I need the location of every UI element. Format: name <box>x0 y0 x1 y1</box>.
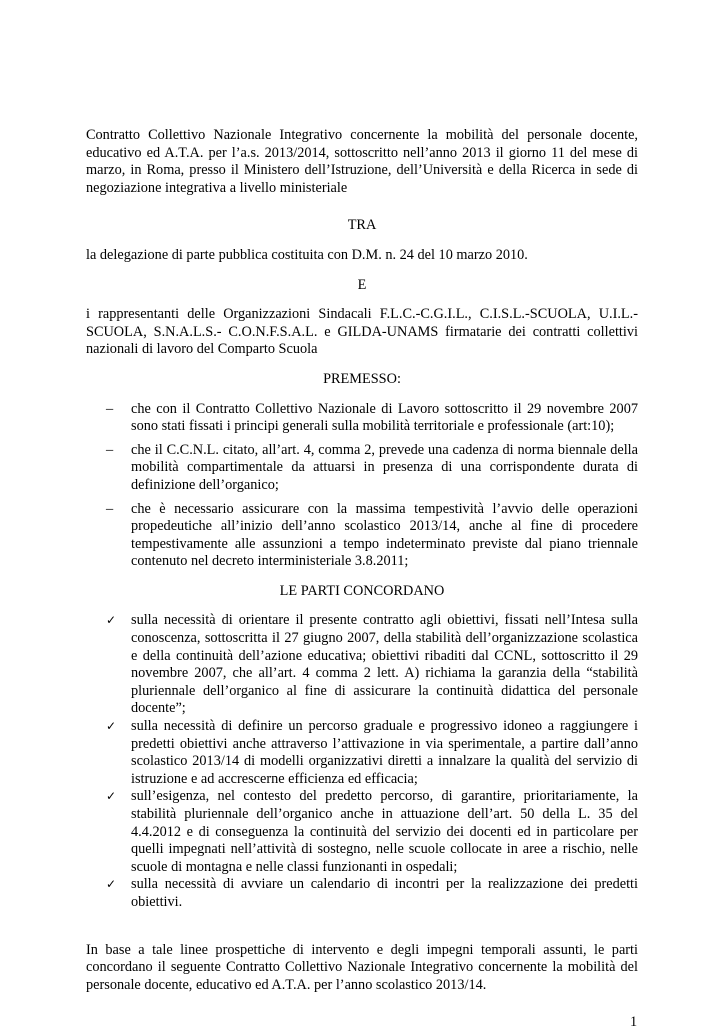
premesso-heading: PREMESSO: <box>323 370 401 387</box>
item-text: che il C.C.N.L. citato, all’art. 4, comma 2, prevede una cadenza di norma biennale della mobilità compartimentale da attuarsi in presenza di una corrispondente durata di definizione dell’organico; <box>131 441 638 493</box>
e-heading: E <box>357 276 367 293</box>
list-item <box>104 401 638 436</box>
dash-icon: – <box>106 441 114 458</box>
conclusione-paragraph: In base a tale linee prospettiche di intervento e degli impegni temporali assunti, le parti concordano il seguente Contratto Collettivo Nazionale Integrativo concernente la mobilità del personale docente, educativo ed A.T.A. per l’anno scolastico 2013/14. <box>86 941 638 993</box>
checkmark-icon: ✓ <box>106 877 117 892</box>
concordano-list <box>104 612 638 911</box>
list-item <box>104 788 638 876</box>
item-text: sulla necessità di definire un percorso graduale e progressivo idoneo a raggiungere i predetti obiettivi anche attraverso l’attivazione in via sperimentale, a partire dall’anno scolastico 2013/14 di modelli organizzativi diretti a innalzare la qualità del servizio di istruzione e ad accrescerne efficienza ed efficacia; <box>131 718 638 787</box>
intro-paragraph: Contratto Collettivo Nazionale Integrativo concernente la mobilità del personale docente, educativo ed A.T.A. per l’a.s. 2013/2014, sottoscritto nell’anno 2013 il giorno 11 del mese di marzo, in Roma, presso il Ministero dell’Istruzione, dell’Università e della Ricerca in sede di negoziazione integrativa a livello ministeriale <box>86 127 638 196</box>
list-item <box>104 501 638 571</box>
item-text: sull’esigenza, nel contesto del predetto percorso, di garantire, prioritariamente, la stabilità pluriennale dell’organico anche in attuazione dell’art. 50 della L. 35 del 4.4.2012 e di conseguenza la continuità del servizio dei docenti ed in particolare per quelli impegnati nell’attività di sostegno, nelle scuole collocate in aree a rischio, nelle scuole di montagna e nelle classi funzionanti in ospedali; <box>131 788 638 875</box>
checkmark-icon: ✓ <box>106 789 117 804</box>
delegazione-paragraph: la delegazione di parte pubblica costituita con D.M. n. 24 del 10 marzo 2010. <box>86 246 528 263</box>
checkmark-icon: ✓ <box>106 719 117 734</box>
premesso-list <box>104 401 638 571</box>
list-item <box>104 876 638 911</box>
item-text: che con il Contratto Collettivo Nazionale di Lavoro sottoscritto il 29 novembre 2007 sono stati fissati i principi generali sulla mobilità territoriale e professionale (art:10); <box>131 400 638 435</box>
concordano-heading: LE PARTI CONCORDANO <box>279 582 445 599</box>
list-item <box>104 442 638 495</box>
dash-icon: – <box>106 400 114 417</box>
list-item <box>104 718 638 788</box>
page-number: 1 <box>630 1014 638 1031</box>
checkmark-icon: ✓ <box>106 613 117 628</box>
tra-heading: TRA <box>347 217 377 234</box>
dash-icon: – <box>106 500 114 517</box>
document-page <box>86 0 638 994</box>
item-text: sulla necessità di orientare il presente contratto agli obiettivi, fissati nell’Intesa sulla conoscenza, sottoscritta il 27 giugno 2007, della stabilità dell’organizzazione scolastica e della continuità dell’azione educativa; obiettivi ribaditi dal CCNL, sottoscritto il 29 novembre 2007, che all’art. 4 comma 2 lett. A) richiama la garanzia della “stabilità pluriennale dell’organico al fine di assicurare la continuità didattica del personale docente”; <box>131 612 638 717</box>
rappresentanti-paragraph: i rappresentanti delle Organizzazioni Sindacali F.L.C.-C.G.I.L., C.I.S.L.-SCUOLA, U.I.L.-SCUOLA, S.N.A.L.S.- C.O.N.F.S.A.L. e GILDA-UNAMS firmatarie dei contratti collettivi nazionali di lavoro del Comparto Scuola <box>86 306 638 358</box>
list-item <box>104 612 638 718</box>
item-text: che è necessario assicurare con la massima tempestività l’avvio delle operazioni propedeutiche all’inizio dell’anno scolastico 2013/14, anche al fine di procedere tempestivamente alle assunzioni a tempo indeterminato previste dal piano triennale contenuto nel decreto interministeriale 3.8.2011; <box>131 500 638 570</box>
item-text: sulla necessità di avviare un calendario di incontri per la realizzazione dei predetti obiettivi. <box>131 876 638 910</box>
